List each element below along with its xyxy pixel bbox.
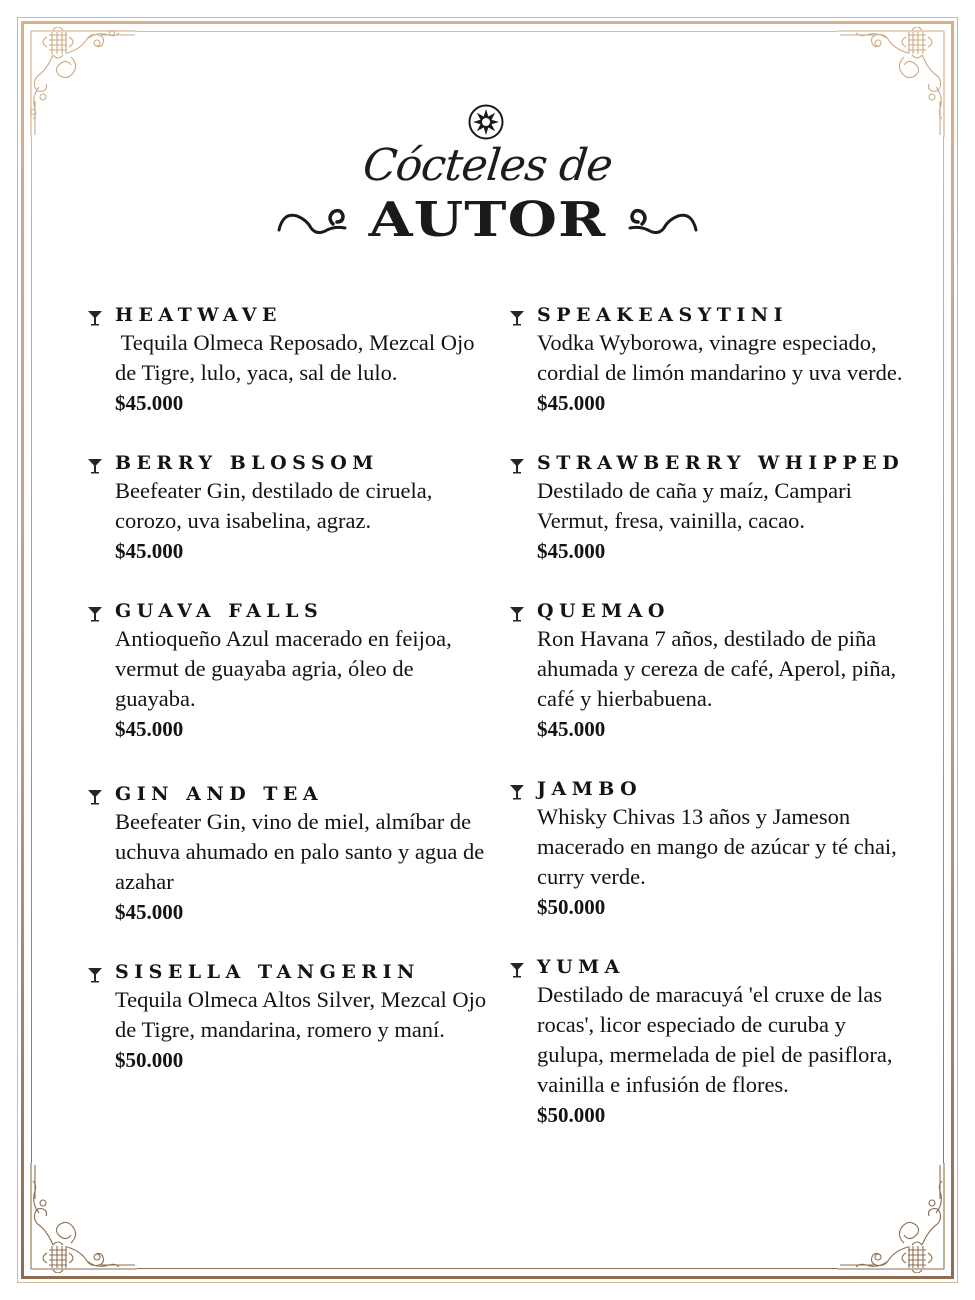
corner-ornament-icon	[838, 1163, 948, 1273]
menu-item	[510, 302, 905, 418]
item-description: Destilado de caña y maíz, Campari Vermut, fresa, vainilla, cacao.	[537, 478, 852, 533]
item-price: $50.000	[115, 1048, 184, 1072]
menu-item	[88, 450, 488, 566]
corner-ornament-icon	[27, 1163, 137, 1273]
menu-item	[88, 959, 488, 1075]
menu-column-left	[88, 302, 488, 1075]
item-price: $45.000	[537, 391, 606, 415]
martini-glass-icon	[88, 458, 102, 474]
martini-glass-icon	[88, 789, 102, 805]
menu-item	[510, 776, 905, 922]
menu-item	[510, 954, 905, 1130]
item-description: Whisky Chivas 13 años y Jameson macerado en mango de azúcar y té chai, curry verde.	[537, 804, 897, 889]
martini-glass-icon	[510, 458, 524, 474]
item-price: $45.000	[115, 717, 184, 741]
martini-glass-icon	[88, 310, 102, 326]
swash-ornament-icon	[620, 200, 700, 240]
item-description: Destilado de maracuyá 'el cruxe de las rocas', licor especiado de curuba y gulupa, mermelada de piel de pasiflora, vainilla e infusión de flores.	[537, 982, 893, 1097]
menu-column-right	[510, 302, 905, 1130]
martini-glass-icon	[88, 606, 102, 622]
corner-ornament-icon	[838, 27, 948, 137]
corner-ornament-icon	[27, 27, 137, 137]
item-name: HEATWAVE	[115, 304, 282, 326]
item-name: GIN AND TEA	[115, 783, 324, 805]
item-name: SISELLA TANGERIN	[115, 961, 420, 983]
martini-glass-icon	[510, 784, 524, 800]
item-description: Antioqueño Azul macerado en feijoa, vermut de guayaba agria, óleo de guayaba.	[115, 626, 452, 711]
item-price: $45.000	[115, 900, 184, 924]
menu-item	[88, 302, 488, 418]
item-name: GUAVA FALLS	[115, 600, 324, 622]
martini-glass-icon	[510, 310, 524, 326]
item-name: STRAWBERRY WHIPPED	[537, 452, 905, 474]
item-description: Tequila Olmeca Altos Silver, Mezcal Ojo de Tigre, mandarina, romero y maní.	[115, 987, 487, 1042]
item-description: Beefeater Gin, destilado de ciruela, corozo, uva isabelina, agraz.	[115, 478, 433, 533]
item-name: QUEMAO	[537, 600, 670, 622]
item-price: $45.000	[537, 717, 606, 741]
item-name: SPEAKEASYTINI	[537, 304, 789, 326]
sun-star-emblem-icon	[467, 103, 505, 141]
item-name: YUMA	[537, 956, 625, 978]
item-price: $45.000	[537, 539, 606, 563]
item-price: $45.000	[115, 539, 184, 563]
title-main: AUTOR	[368, 192, 607, 248]
martini-glass-icon	[510, 962, 524, 978]
item-description: Beefeater Gin, vino de miel, almíbar de uchuva ahumado en palo santo y agua de azahar	[115, 809, 485, 894]
menu-item	[510, 450, 905, 566]
title-script: Cócteles de	[360, 140, 615, 191]
item-description: Vodka Wyborowa, vinagre especiado, cordial de limón mandarino y uva verde.	[537, 330, 903, 385]
item-price: $50.000	[537, 1103, 606, 1127]
martini-glass-icon	[510, 606, 524, 622]
item-name: BERRY BLOSSOM	[115, 452, 379, 474]
menu-item	[88, 598, 488, 744]
menu-item	[510, 598, 905, 744]
item-description: Tequila Olmeca Reposado, Mezcal Ojo de Tigre, lulo, yaca, sal de lulo.	[115, 330, 481, 385]
item-price: $50.000	[537, 895, 606, 919]
item-description: Ron Havana 7 años, destilado de piña ahumada y cereza de café, Aperol, piña, café y hierbabuena.	[537, 626, 897, 711]
martini-glass-icon	[88, 967, 102, 983]
item-name: JAMBO	[537, 778, 643, 800]
menu-item	[88, 781, 488, 927]
item-price: $45.000	[115, 391, 184, 415]
